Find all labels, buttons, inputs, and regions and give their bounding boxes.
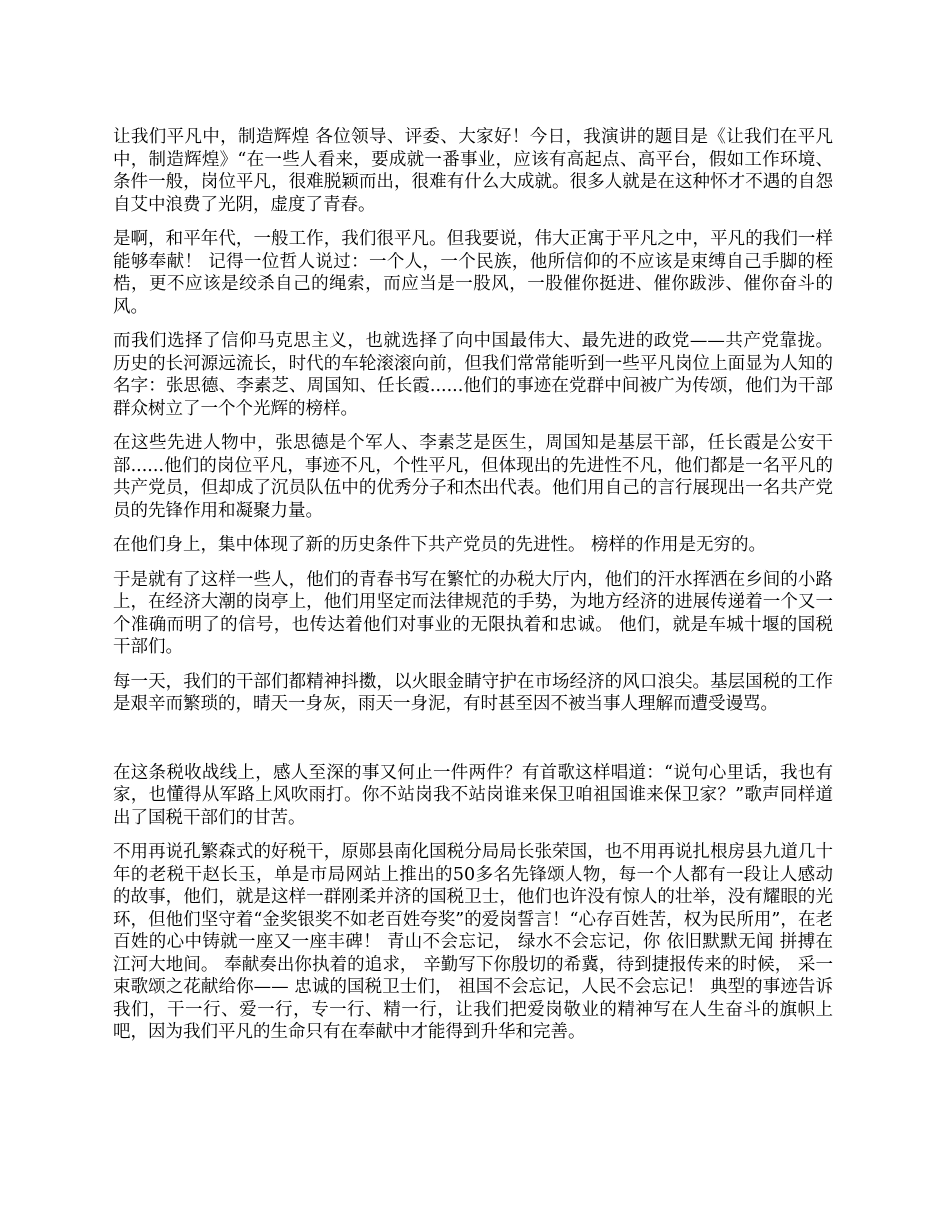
paragraph-6: 于是就有了这样一些人，他们的青春书写在繁忙的办税大厅内，他们的汗水挥洒在乡间的小路上，在经济大潮的岗亭上，他们用坚定而法律规范的手势，为地方经济的进展传递着一个又一个准确而明了的信号，也传达着他们对事业的无限执着和忠诚。 他们，就是车城十堰的国税干部们。 [113, 569, 833, 657]
paragraph-4: 在这些先进人物中，张思德是个军人、李素芝是医生，周国知是基层干部，任长霞是公安干部......他们的岗位平凡，事迹不凡，个性平凡，但体现出的先进性不凡，他们都是一名平凡的共产党员，但却成了沉员队伍中的优秀分子和杰出代表。他们用自己的言行展现出一名共产党员的先锋作用和凝聚力量。 [113, 433, 833, 521]
paragraph-2: 是啊，和平年代，一般工作，我们很平凡。但我要说，伟大正寓于平凡之中，平凡的我们一样能够奉献！ 记得一位哲人说过：一个人，一个民族，他所信仰的不应该是束缚自己手脚的桎梏，更不应该是绞杀自己的绳索，而应当是一股风，一股催你挺进、催你跋涉、催你奋斗的风。 [113, 229, 833, 317]
paragraph-9: 不用再说孔繁森式的好税干，原郧县南化国税分局局长张荣国，也不用再说扎根房县九道几十年的老税干赵长玉，单是市局网站上推出的50多名先锋颂人物，每一个人都有一段让人感动的故事，他们，就是这样一群刚柔并济的国税卫士，他们也许没有惊人的壮举，没有耀眼的光环，但他们坚守着“金奖银奖不如老百姓夸奖”的爱岗誓言！“心存百姓苦，权为民所用”，在老百姓的心中铸就一座又一座丰碑！ 青山不会忘记， 绿水不会忘记，你 依旧默默无闻 拼搏在江河大地间。 奉献奏出你执着的追求， 辛勤写下你殷切的希冀，待到捷报传来的时候， 采一束歌颂之花献给你—— 忠诚的国税卫士们， 祖国不会忘记，人民不会忘记！ 典型的事迹告诉我们，干一行、爱一行，专一行、精一行，让我们把爱岗敬业的精神写在人生奋斗的旗帜上吧，因为我们平凡的生命只有在奉献中才能得到升华和完善。 [113, 842, 833, 1042]
paragraph-8: 在这条税收战线上，感人至深的事又何止一件两件？有首歌这样唱道：“说句心里话，我也有家，也懂得从军路上风吹雨打。你不站岗我不站岗谁来保卫咱祖国谁来保卫家？”歌声同样道出了国税干部们的甘苦。 [113, 762, 833, 828]
paragraph-7: 每一天，我们的干部们都精神抖擞，以火眼金睛守护在市场经济的风口浪尖。基层国税的工作是艰辛而繁琐的，晴天一身灰，雨天一身泥，有时甚至因不被当事人理解而遭受谩骂。 [113, 671, 833, 714]
document-body [113, 126, 833, 1056]
paragraph-5: 在他们身上，集中体现了新的历史条件下共产党员的先进性。 榜样的作用是无穷的。 [113, 535, 767, 555]
paragraph-3: 而我们选择了信仰马克思主义，也就选择了向中国最伟大、最先进的政党——共产党靠拢。 历史的长河源远流长，时代的车轮滚滚向前，但我们常常能听到一些平凡岗位上面显为人知的名字：张思德、李素芝、周国知、任长霞......他们的事迹在党群中间被广为传颂，他们为干部群众树立了一个个光辉的榜样。 [113, 331, 833, 419]
section-spacer [113, 728, 833, 762]
paragraph-1: 让我们平凡中，制造辉煌 各位领导、评委、大家好！今日，我演讲的题目是《让我们在平凡中，制造辉煌》“在一些人看来，要成就一番事业，应该有高起点、高平台，假如工作环境、条件一般，岗位平凡，很难脱颖而出，很难有什么大成就。很多人就是在这种怀才不遇的自怨自艾中浪费了光阴，虚度了青春。 [113, 127, 833, 215]
